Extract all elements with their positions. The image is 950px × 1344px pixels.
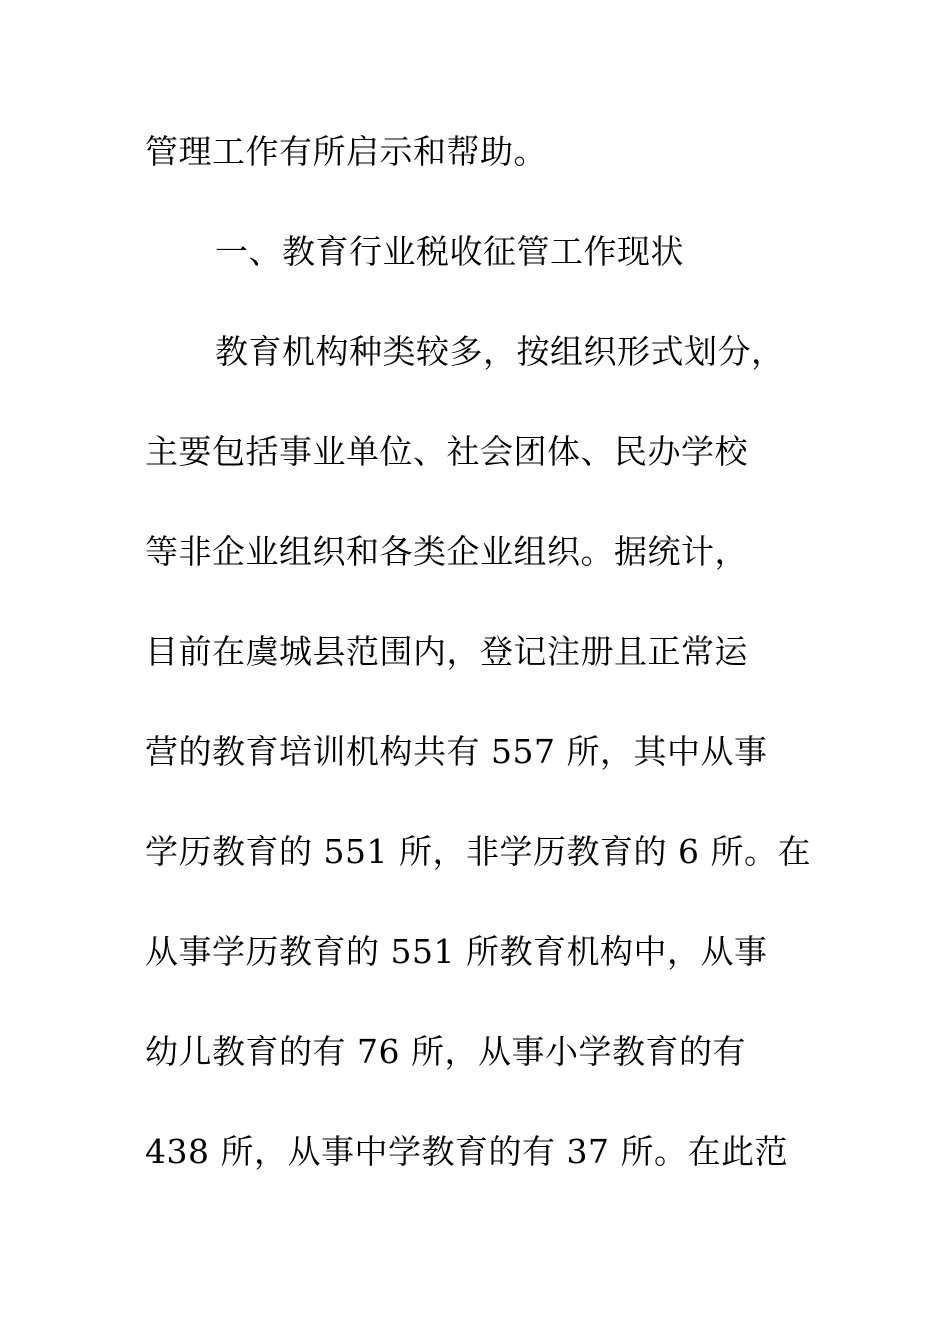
body-text-line: 从事学历教育的 551 所教育机构中，从事: [145, 932, 768, 971]
body-text-line: 438 所，从事中学教育的有 37 所。在此范: [145, 1132, 788, 1171]
body-text-line: 等非企业组织和各类企业组织。据统计，: [145, 532, 748, 571]
body-text-line: 营的教育培训机构共有 557 所，其中从事: [145, 732, 768, 771]
body-text-line: 管理工作有所启示和帮助。: [145, 132, 547, 171]
body-text-line: 学历教育的 551 所，非学历教育的 6 所。在: [145, 832, 811, 871]
body-text-line: 幼儿教育的有 76 所，从事小学教育的有: [145, 1032, 746, 1071]
body-text-line: 目前在虞城县范围内，登记注册且正常运: [145, 632, 748, 671]
section-heading: 一、教育行业税收征管工作现状: [215, 232, 684, 271]
body-text-line: 主要包括事业单位、社会团体、民办学校: [145, 432, 748, 471]
paragraph-first-line: 教育机构种类较多，按组织形式划分，: [215, 332, 785, 371]
